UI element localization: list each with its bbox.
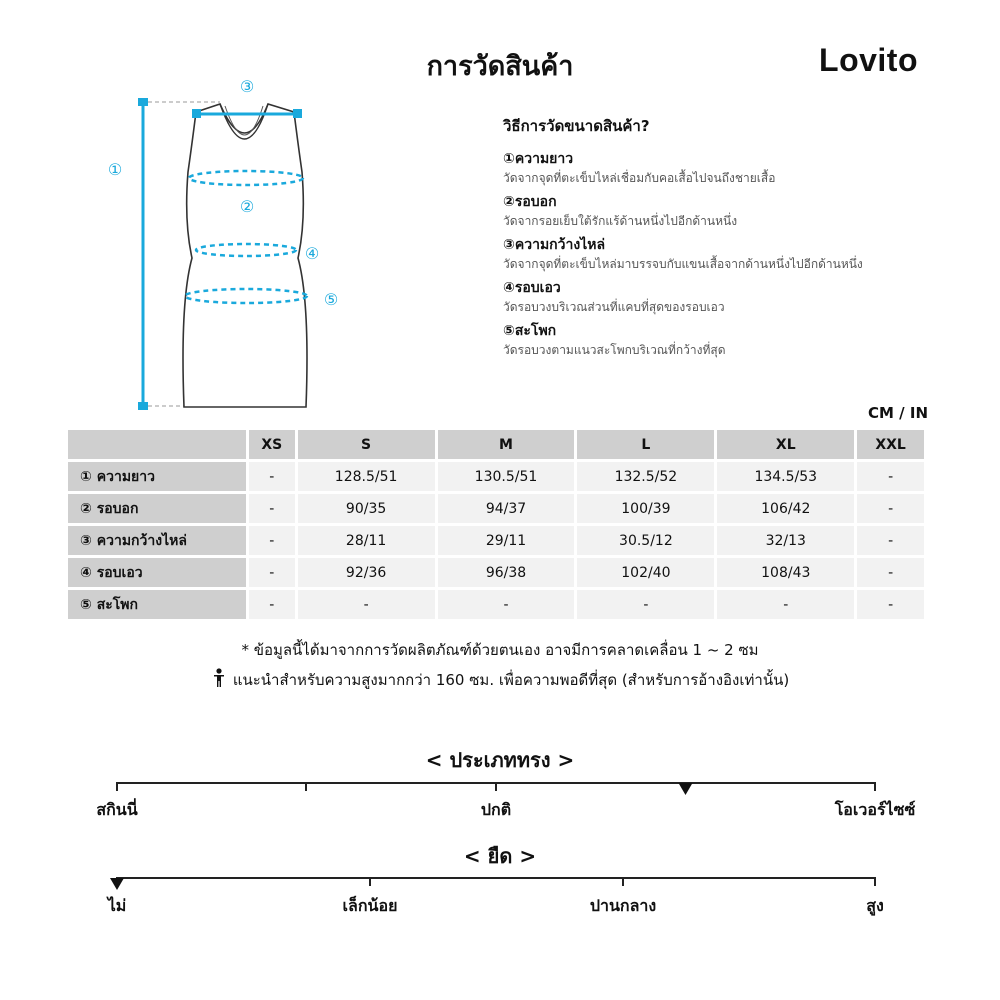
table-cell: 32/13 — [717, 526, 854, 555]
table-cell: - — [857, 494, 924, 523]
person-icon — [211, 668, 227, 688]
row-label: ② รอบอก — [68, 494, 246, 523]
table-corner — [68, 430, 246, 459]
table-cell: 100/39 — [577, 494, 714, 523]
stretch-label-none: ไม่ — [107, 896, 127, 915]
table-cell: - — [717, 590, 854, 619]
table-cell: 28/11 — [298, 526, 435, 555]
table-cell: - — [438, 590, 575, 619]
size-header: M — [438, 430, 575, 459]
table-cell: - — [857, 462, 924, 491]
table-cell: 108/43 — [717, 558, 854, 587]
table-cell: - — [577, 590, 714, 619]
guide-item-hip: ⑤สะโพก วัดรอบวงตามแนวสะโพกบริเวณที่กว้างที่สุด — [503, 323, 726, 357]
table-row — [68, 590, 924, 619]
row-label: ① ความยาว — [68, 462, 246, 491]
marker-length: ① — [107, 160, 123, 179]
table-cell: - — [857, 558, 924, 587]
size-header: XS — [249, 430, 295, 459]
table-cell: - — [249, 558, 295, 587]
marker-chest: ② — [239, 197, 255, 216]
fit-label-skinny: สกินนี่ — [96, 800, 138, 819]
table-header-row — [68, 430, 924, 459]
table-cell: - — [249, 494, 295, 523]
size-table — [65, 427, 927, 622]
fit-scale — [0, 775, 1000, 799]
table-cell: 94/37 — [438, 494, 575, 523]
table-row — [68, 462, 924, 491]
fit-label-oversize: โอเวอร์ไซซ์ — [834, 800, 916, 819]
table-cell: 134.5/53 — [717, 462, 854, 491]
table-cell: 130.5/51 — [438, 462, 575, 491]
table-cell: 29/11 — [438, 526, 575, 555]
units-label: CM / IN — [868, 404, 928, 422]
guide-item-chest: ②รอบอก วัดจากรอยเย็บใต้รักแร้ด้านหนึ่งไปอีกด้านหนึ่ง — [503, 194, 738, 228]
marker-shoulder: ③ — [239, 77, 255, 96]
guide-item-length: ①ความยาว วัดจากจุดที่ตะเข็บไหล่เชื่อมกับคอเสื้อไปจนถึงชายเสื้อ — [503, 151, 776, 185]
height-note-text: แนะนำสำหรับความสูงมากกว่า 160 ซม. เพื่อความพอดีที่สุด (สำหรับการอ้างอิงเท่านั้น) — [232, 671, 790, 689]
stretch-label-slight: เล็กน้อย — [342, 896, 398, 915]
table-cell: 90/35 — [298, 494, 435, 523]
stretch-label-medium: ปานกลาง — [589, 896, 657, 915]
stretch-scale — [0, 870, 1000, 894]
table-cell: - — [298, 590, 435, 619]
height-note — [0, 668, 1000, 692]
table-cell: 132.5/52 — [577, 462, 714, 491]
brand-logo: Lovito — [819, 42, 918, 78]
fit-label-regular: ปกติ — [480, 800, 512, 819]
size-header: L — [577, 430, 714, 459]
stretch-scale-title: < ยืด > — [463, 844, 537, 868]
dress-diagram — [100, 72, 360, 417]
table-cell: - — [857, 526, 924, 555]
marker-hip: ⑤ — [323, 290, 339, 309]
row-label: ④ รอบเอว — [68, 558, 246, 587]
table-cell: - — [249, 590, 295, 619]
guide-item-shoulder: ③ความกว้างไหล่ วัดจากจุดที่ตะเข็บไหล่มาบรรจบกับแขนเสื้อจากด้านหนึ่งไปอีกด้านหนึ่ง — [503, 237, 863, 271]
table-row — [68, 558, 924, 587]
measurement-guide — [503, 114, 943, 365]
table-cell: 30.5/12 — [577, 526, 714, 555]
guide-item-waist: ④รอบเอว วัดรอบวงบริเวณส่วนที่แคบที่สุดของรอบเอว — [503, 280, 725, 314]
table-cell: 128.5/51 — [298, 462, 435, 491]
size-header: S — [298, 430, 435, 459]
row-label: ⑤ สะโพก — [68, 590, 246, 619]
measurement-note: * ข้อมูลนี้ได้มาจากการวัดผลิตภัณฑ์ด้วยตนเอง อาจมีการคลาดเคลื่อน 1 ~ 2 ซม — [241, 641, 759, 659]
marker-waist: ④ — [304, 244, 320, 263]
table-row — [68, 494, 924, 523]
guide-heading: วิธีการวัดขนาดสินค้า? — [503, 117, 650, 135]
row-label: ③ ความกว้างไหล่ — [68, 526, 246, 555]
fit-scale-title: < ประเภททรง > — [425, 748, 575, 772]
table-cell: - — [249, 462, 295, 491]
table-row — [68, 526, 924, 555]
table-cell: 102/40 — [577, 558, 714, 587]
size-header: XXL — [857, 430, 924, 459]
fit-marker-icon — [679, 783, 693, 795]
table-cell: 96/38 — [438, 558, 575, 587]
table-cell: 106/42 — [717, 494, 854, 523]
stretch-label-high: สูง — [866, 896, 884, 915]
stretch-marker-icon — [110, 878, 124, 890]
table-cell: 92/36 — [298, 558, 435, 587]
table-cell: - — [249, 526, 295, 555]
size-header: XL — [717, 430, 854, 459]
table-cell: - — [857, 590, 924, 619]
page-title: การวัดสินค้า — [426, 51, 574, 82]
